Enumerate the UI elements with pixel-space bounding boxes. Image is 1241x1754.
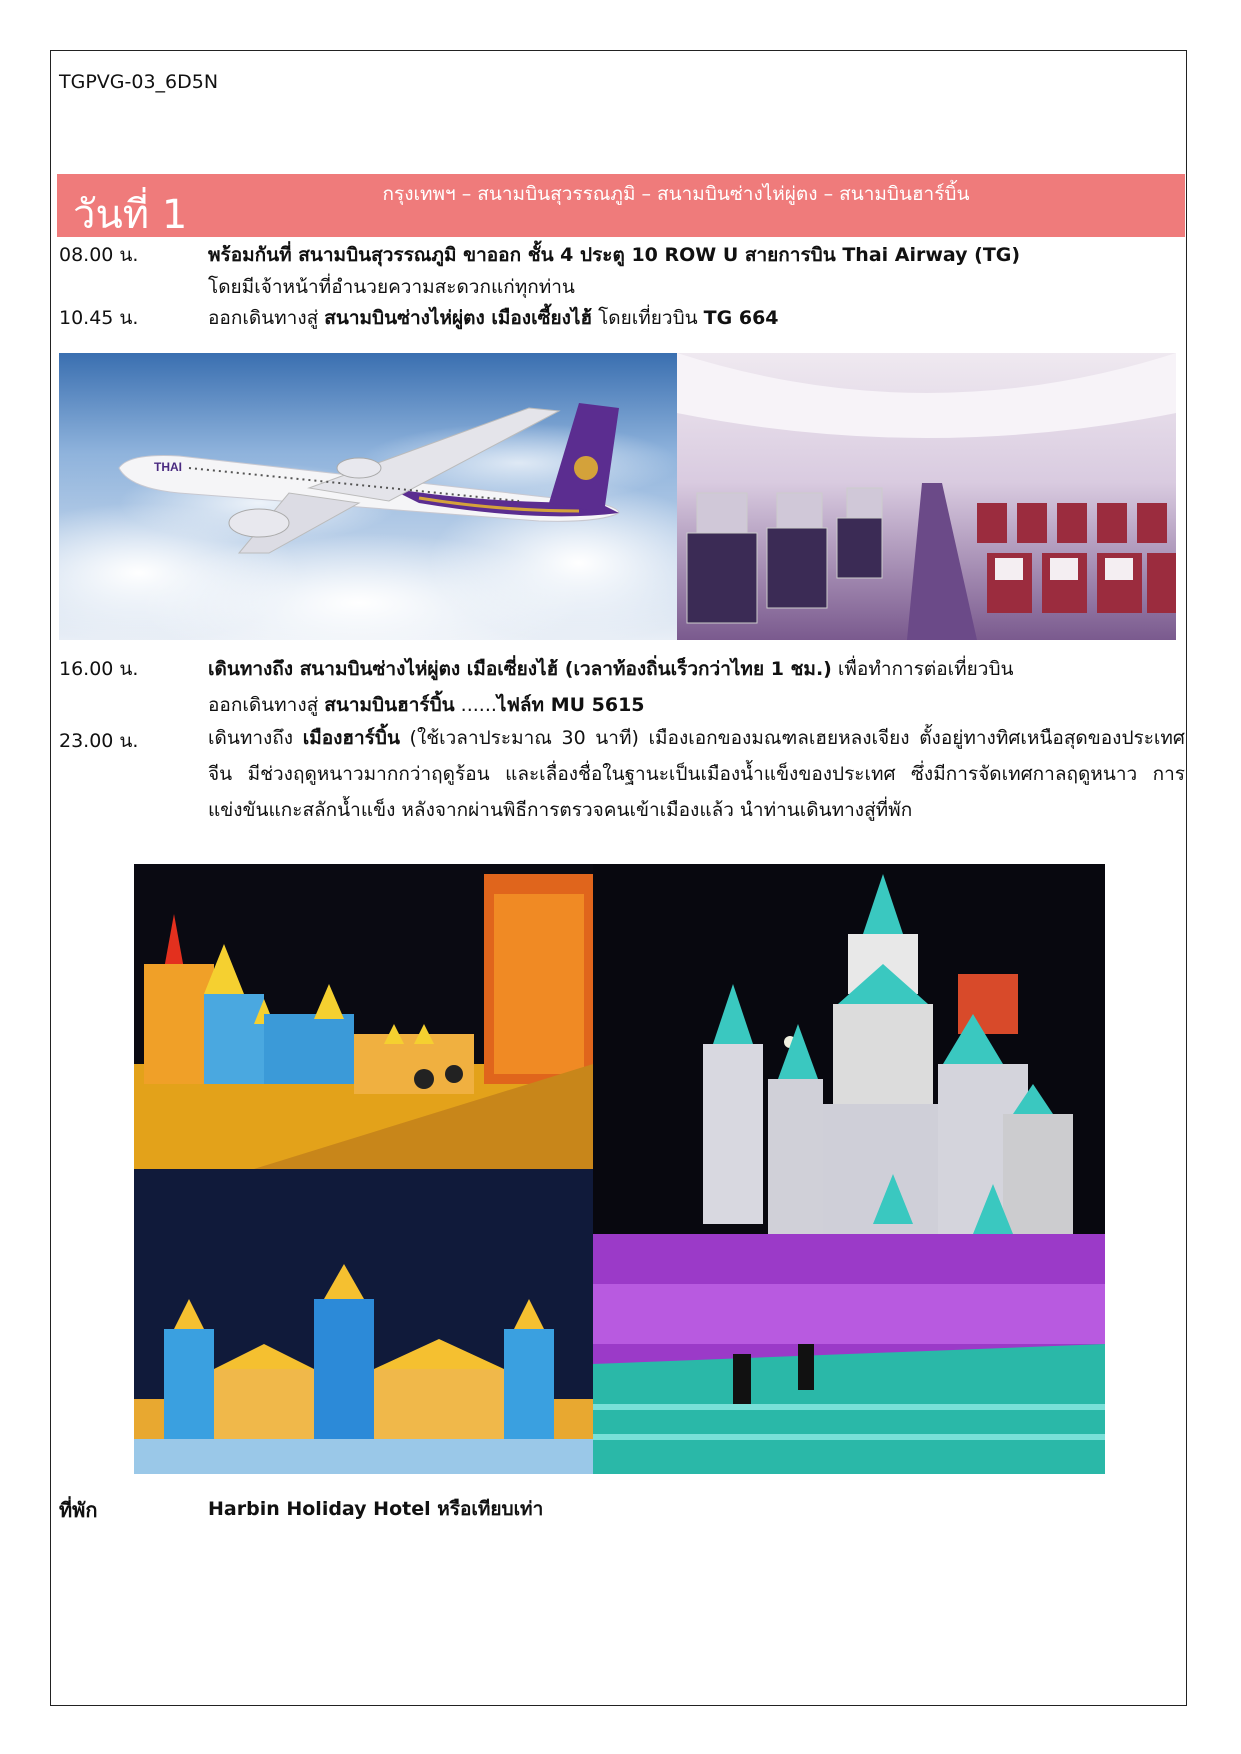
ice-castle-teal-photo bbox=[593, 864, 1105, 1474]
thai-airways-plane-photo bbox=[59, 353, 677, 640]
day-label: วันที่ 1 bbox=[73, 192, 188, 238]
ice-palace-blue-photo bbox=[134, 1169, 593, 1474]
aircraft-cabin-photo bbox=[677, 353, 1176, 640]
activity-1600-line2: ออกเดินทางสู่ สนามบินฮาร์บิ้น ......ไฟล์ท MU 5615 bbox=[208, 694, 645, 716]
activity-1045: ออกเดินทางสู่ สนามบินซ่างไห่ผู่ตง เมืองเซี้ยงไฮ้ โดยเที่ยวบิน TG 664 bbox=[208, 307, 779, 329]
day-banner bbox=[57, 174, 1185, 237]
time-1600: 16.00 น. bbox=[59, 658, 139, 680]
accommodation-label: ที่พัก bbox=[59, 1498, 98, 1522]
time-2300: 23.00 น. bbox=[59, 730, 139, 752]
activity-0800-note: โดยมีเจ้าหน้าที่อำนวยความสะดวกแก่ทุกท่าน bbox=[208, 276, 575, 298]
hotel-name: Harbin Holiday Hotel หรือเทียบเท่า bbox=[208, 1498, 544, 1520]
airline-logo-text: THAI bbox=[154, 460, 182, 474]
activity-1600: เดินทางถึง สนามบินซ่างไห่ผู่ตง เมือเซี่ยงไฮ้ (เวลาท้องถิ่นเร็วกว่าไทย 1 ชม.) เพื่อทำการต่อเที่ยวบิน bbox=[208, 658, 1014, 680]
time-1045: 10.45 น. bbox=[59, 307, 139, 329]
time-0800: 08.00 น. bbox=[59, 244, 139, 266]
document-code: TGPVG-03_6D5N bbox=[59, 71, 219, 93]
day-route: กรุงเทพฯ – สนามบินสุวรรณภูมิ – สนามบินซ่างไห่ผู่ตง – สนามบินฮาร์บิ้น bbox=[382, 183, 970, 205]
activity-2300: เดินทางถึง เมืองฮาร์บิ้น (ใช้เวลาประมาณ 30 นาที) เมืองเอกของมณฑลเฮยหลงเจียง ตั้งอยู่ทางทิศเหนือสุดของประเทศจีน มีช่วงฤดูหนาวมากกว่าฤดูร้อน และเลื่องชื่อในฐานะเป็นเมืองน้ำแข็งของประเทศ ซึ่งมีการจัดเทศกาลฤดูหนาว การแข่งขันแกะสลักน้ำแข็ง หลังจากผ่านพิธีการตรวจคนเข้าเมืองแล้ว นำท่านเดินทางสู่ที่พัก bbox=[208, 727, 1185, 821]
ice-castle-orange-photo bbox=[134, 864, 593, 1169]
activity-0800: พร้อมกันที่ สนามบินสุวรรณภูมิ ขาออก ชั้น 4 ประตู 10 ROW U สายการบิน Thai Airway (TG) bbox=[208, 244, 1021, 266]
